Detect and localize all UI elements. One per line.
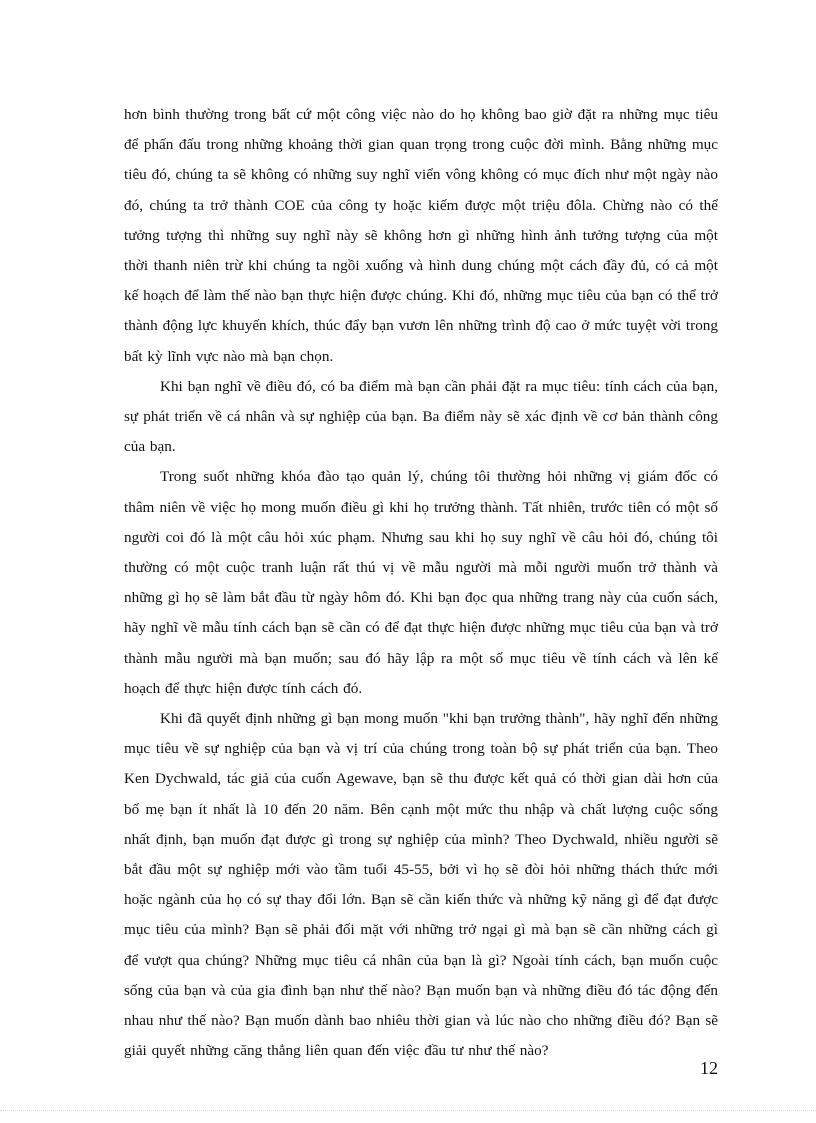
page-bottom-divider: [0, 1110, 816, 1111]
body-text: [124, 100, 718, 1067]
page-number: 12: [700, 1058, 718, 1078]
paragraph-three-goal-areas: Khi bạn nghĩ về điều đó, có ba điểm mà bạn cần phải đặt ra mục tiêu: tính cách của bạn, sự phát triển về cá nhân và sự nghiệp của bạn. Ba điểm này sẽ xác định về cơ bản thành công của bạn.: [124, 377, 718, 456]
paragraph-continuation: hơn bình thường trong bất cứ một công việc nào do họ không bao giờ đặt ra những mục tiêu để phấn đấu trong những khoảng thời gian quan trọng trong cuộc đời mình. Bằng những mục tiêu đó, chúng ta sẽ không có những suy nghĩ viển vông không có mục đích như một ngày nào đó, chúng ta trở thành COE của công ty hoặc kiếm được một triệu đôla. Chừng nào có thể tưởng tượng thì những suy nghĩ này sẽ không hơn gì những hình ảnh tưởng tượng của một thời thanh niên trừ khi chúng ta ngồi xuống và hình dung chúng một cách đầy đủ, có cả một kế hoạch để làm thế nào bạn thực hiện được chúng. Khi đó, những mục tiêu của bạn có thể trở thành động lực khuyến khích, thúc đẩy bạn vươn lên những trình độ cao ở mức tuyệt vời trong bất kỳ lĩnh vực nào mà bạn chọn.: [124, 106, 718, 365]
paragraph-career-goals: Khi đã quyết định những gì bạn mong muốn "khi bạn trưởng thành", hãy nghĩ đến những mục tiêu về sự nghiệp của bạn và vị trí của chúng trong toàn bộ sự phát triển của bạn. Theo Ken Dychwald, tác giả của cuốn Agewave, bạn sẽ thu được kết quả có thời gian dài hơn của bố mẹ bạn ít nhất là 10 đến 20 năm. Bên cạnh một mức thu nhập và chất lượng cuộc sống nhất định, bạn muốn đạt được gì trong sự nghiệp của mình? Theo Dychwald, nhiều người sẽ bắt đầu một sự nghiệp mới vào tầm tuổi 45-55, bởi vì họ sẽ đòi hỏi những thách thức mới hoặc ngành của họ có sự thay đổi lớn. Bạn sẽ cần kiến thức và những kỹ năng gì để đạt được mục tiêu của mình? Bạn sẽ phải đối mặt với những trở ngại gì mà bạn sẽ cần những cách gì để vượt qua chúng? Những mục tiêu cá nhân của bạn là gì? Ngoài tính cách, bạn muốn cuộc sống của bạn và của gia đình bạn như thế nào? Bạn muốn bạn và những điều đó tác động đến nhau như thế nào? Bạn muốn dành bao nhiêu thời gian và lúc nào cho những điều đó? Bạn sẽ giải quyết những căng thẳng liên quan đến việc đầu tư như thế nào?: [124, 710, 718, 1060]
paragraph-management-training: Trong suốt những khóa đào tạo quản lý, chúng tôi thường hỏi những vị giám đốc có thâm niên về việc họ mong muốn điều gì khi họ trưởng thành. Tất nhiên, trước tiên có một số người coi đó là một câu hỏi xúc phạm. Nhưng sau khi họ suy nghĩ về câu hỏi đó, chúng tôi thường có một cuộc tranh luận rất thú vị về mẫu người mà mỗi người muốn trở thành và những gì họ sẽ làm bắt đầu từ ngày hôm đó. Khi bạn đọc qua những trang này của cuốn sách, hãy nghĩ về mẫu tính cách bạn sẽ cần có để đạt thực hiện được những mục tiêu của bạn và trở thành mẫu người mà bạn muốn; sau đó hãy lập ra một số mục tiêu về tính cách và lên kế hoạch để thực hiện được tính cách đó.: [124, 468, 718, 697]
